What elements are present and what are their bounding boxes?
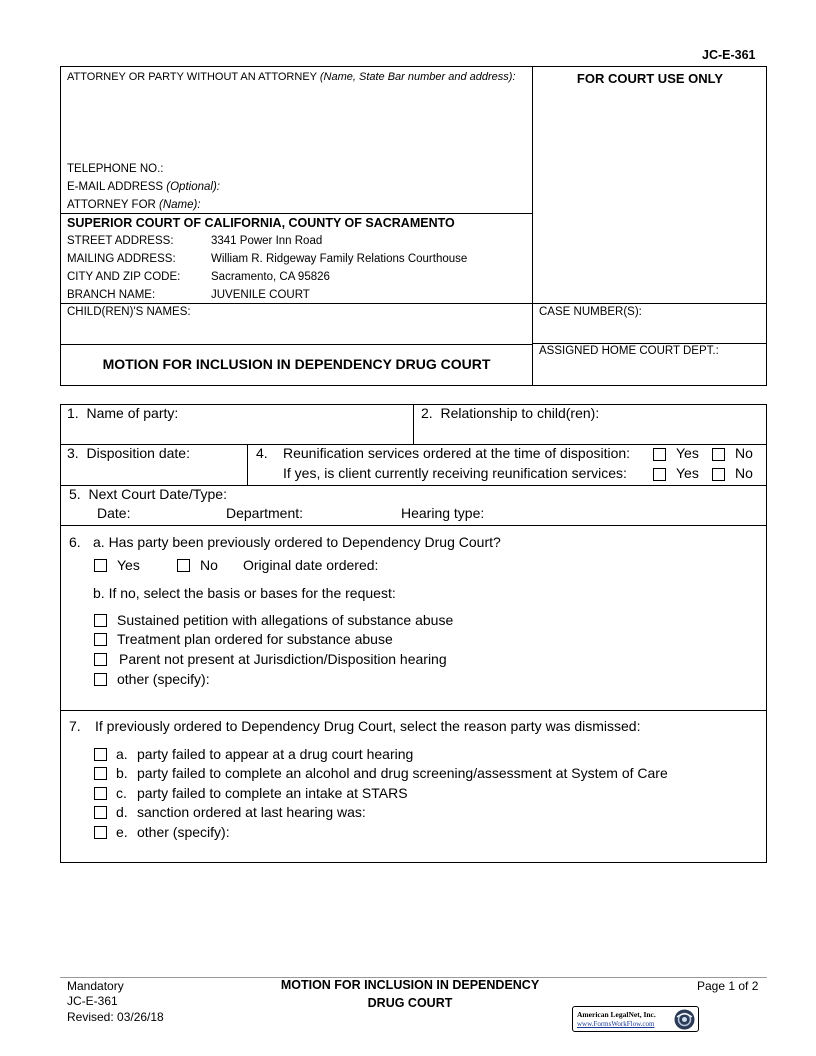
dismissal-option-letter: c. [116, 785, 127, 801]
next-court-hearing-type-field[interactable]: Hearing type: [401, 505, 485, 521]
basis-option-label: Parent not present at Jurisdiction/Disposition hearing [119, 651, 447, 667]
previous-order-no-label: No [200, 557, 218, 573]
form-title: MOTION FOR INCLUSION IN DEPENDENCY DRUG COURT [102, 356, 491, 372]
form-id: JC-E-361 [702, 48, 756, 62]
dismissal-question: If previously ordered to Dependency Drug Court, select the reason party was dismissed: [95, 718, 641, 734]
american-legalnet-logo [572, 1006, 699, 1032]
dismissal-option-checkbox[interactable] [94, 767, 107, 780]
basis-question: b. If no, select the basis or bases for the request: [93, 585, 396, 601]
reunification-receiving-no-checkbox[interactable] [712, 468, 725, 481]
home-court-dept-label[interactable]: ASSIGNED HOME COURT DEPT.: [539, 345, 719, 357]
court-use-only: FOR COURT USE ONLY [576, 71, 724, 86]
basis-option-checkbox[interactable] [94, 633, 107, 646]
previous-order-no-checkbox[interactable] [177, 559, 190, 572]
globe-icon [673, 1008, 696, 1031]
dismissal-option-letter: d. [116, 804, 128, 820]
branch-label: BRANCH NAME: [67, 289, 156, 301]
dismissal-option-letter: a. [116, 746, 128, 762]
mailing-label: MAILING ADDRESS: [67, 253, 176, 265]
basis-option-checkbox[interactable] [94, 673, 107, 686]
footer-page-number: Page 1 of 2 [697, 979, 759, 993]
relationship-field[interactable]: 2. Relationship to child(ren): [421, 405, 600, 421]
email-label: E-MAIL ADDRESS (Optional): [67, 181, 220, 193]
original-date-field[interactable]: Original date ordered: [243, 557, 379, 573]
dismissal-option-checkbox[interactable] [94, 787, 107, 800]
reunification-receiving-no-label: No [735, 465, 753, 481]
basis-option-label: Sustained petition with allegations of substance abuse [117, 612, 454, 628]
disposition-date-field[interactable]: 3. Disposition date: [67, 445, 190, 461]
city-label: CITY AND ZIP CODE: [67, 271, 181, 283]
city-value: Sacramento, CA 95826 [211, 271, 330, 283]
item6-number: 6. [69, 534, 81, 550]
basis-option-checkbox[interactable] [94, 653, 107, 666]
footer-revised: Revised: 03/26/18 [67, 1010, 164, 1024]
item7-number: 7. [69, 718, 81, 734]
reunification-ordered-no-label: No [735, 445, 753, 461]
dismissal-option-label: party failed to complete an alcohol and drug screening/assessment at System of Care [137, 765, 668, 781]
street-label: STREET ADDRESS: [67, 235, 174, 247]
reunification-receiving-yes-checkbox[interactable] [653, 468, 666, 481]
basis-option-label: Treatment plan ordered for substance abuse [117, 631, 393, 647]
previous-order-yes-checkbox[interactable] [94, 559, 107, 572]
attorney-label: ATTORNEY OR PARTY WITHOUT AN ATTORNEY (Name, State Bar number and address): [67, 71, 516, 83]
dismissal-option-checkbox[interactable] [94, 806, 107, 819]
reunification-ordered-yes-checkbox[interactable] [653, 448, 666, 461]
dismissal-option-label: sanction ordered at last hearing was: [137, 804, 366, 820]
street-value: 3341 Power Inn Road [211, 235, 323, 247]
reunification-receiving-yes-label: Yes [676, 465, 699, 481]
dismissal-option-letter: b. [116, 765, 128, 781]
mailing-value: William R. Ridgeway Family Relations Courthouse [211, 253, 468, 265]
previous-order-yes-label: Yes [117, 557, 140, 573]
footer-title-line1: MOTION FOR INCLUSION IN DEPENDENCY [280, 978, 540, 992]
attorney-for-label: ATTORNEY FOR (Name): [67, 199, 201, 211]
footer-title-line2: DRUG COURT [367, 996, 453, 1010]
basis-option-label: other (specify): [117, 671, 210, 687]
previous-order-question: a. Has party been previously ordered to Dependency Drug Court? [93, 534, 501, 550]
next-court-label: 5. Next Court Date/Type: [69, 486, 227, 502]
name-of-party-field[interactable]: 1. Name of party: [67, 405, 179, 421]
dismissal-option-label: other (specify): [137, 824, 230, 840]
case-number-label[interactable]: CASE NUMBER(S): [539, 306, 642, 318]
branch-value: JUVENILE COURT [211, 289, 310, 301]
court-name: SUPERIOR COURT OF CALIFORNIA, COUNTY OF SACRAMENTO [67, 216, 455, 230]
reunification-ordered-no-checkbox[interactable] [712, 448, 725, 461]
item4-number: 4. [256, 445, 268, 461]
dismissal-option-letter: e. [116, 824, 128, 840]
footer-mandatory: Mandatory [67, 979, 124, 993]
footer-form-code: JC-E-361 [67, 994, 118, 1008]
children-names-label[interactable]: CHILD(REN)'S NAMES: [67, 306, 191, 318]
dismissal-option-checkbox[interactable] [94, 748, 107, 761]
reunification-ordered-yes-label: Yes [676, 445, 699, 461]
reunification-receiving-question: If yes, is client currently receiving reunification services: [283, 465, 627, 481]
dismissal-option-label: party failed to complete an intake at STARS [137, 785, 408, 801]
basis-option-checkbox[interactable] [94, 614, 107, 627]
logo-url[interactable]: www.FormsWorkFlow.com [577, 1020, 655, 1028]
next-court-date-field[interactable]: Date: [97, 505, 131, 521]
telephone-label: TELEPHONE NO.: [67, 163, 164, 175]
logo-company: American LegalNet, Inc. [577, 1010, 656, 1019]
dismissal-option-checkbox[interactable] [94, 826, 107, 839]
caption-divider [532, 66, 533, 386]
reunification-ordered-question: Reunification services ordered at the time of disposition: [283, 445, 631, 461]
dismissal-option-label: party failed to appear at a drug court hearing [137, 746, 414, 762]
next-court-department-field[interactable]: Department: [226, 505, 304, 521]
